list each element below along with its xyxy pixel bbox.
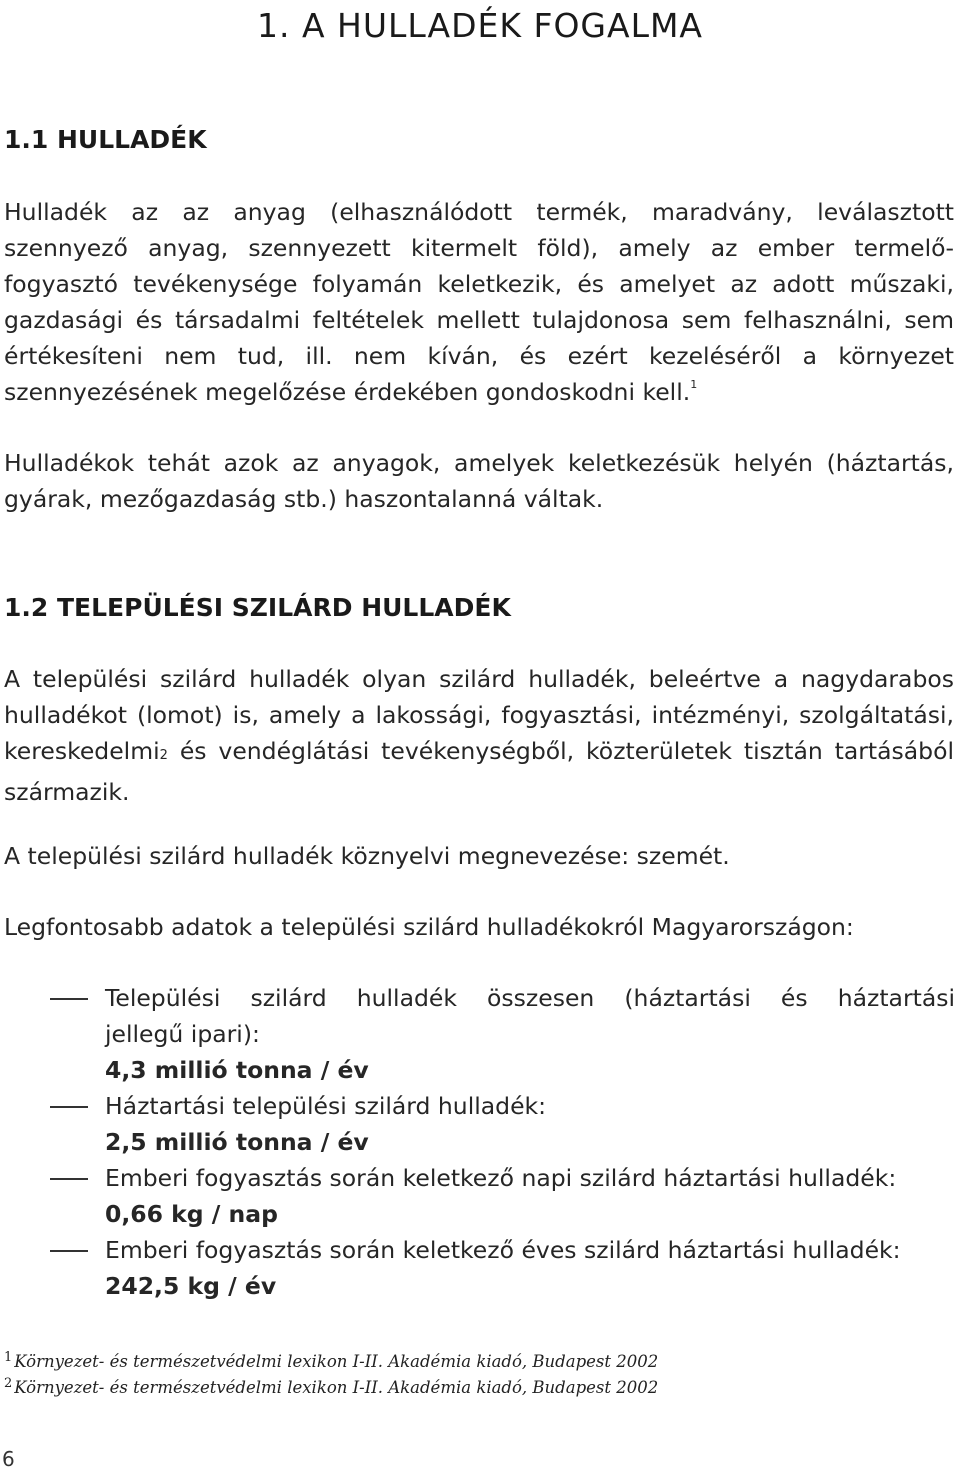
page-title: 1. A HULLADÉK FOGALMA — [256, 6, 704, 45]
section-heading-1-1: 1.1 HULLADÉK — [4, 125, 207, 154]
list-item-text: Emberi fogyasztás során keletkező napi szilárd háztartási hulladék: — [105, 1164, 897, 1192]
dash-bullet — [50, 998, 88, 1000]
list-item-text: Háztartási települési szilárd hulladék: — [105, 1092, 547, 1120]
section-heading-1-2: 1.2 TELEPÜLÉSI SZILÁRD HULLADÉK — [4, 593, 511, 622]
list-item-text: Emberi fogyasztás során keletkező éves szilárd háztartási hulladék: — [105, 1236, 901, 1264]
section-1-2-paragraph-2: A települési szilárd hulladék köznyelvi megnevezése: szemét. — [4, 842, 730, 870]
list-item — [50, 980, 955, 1088]
footnote-1 — [4, 1346, 658, 1374]
footnote-ref-1: 1 — [690, 378, 698, 391]
section-1-2-paragraph-3: Legfontosabb adatok a települési szilárd hulladékokról Magyarországon: — [4, 913, 854, 941]
list-item-value: 242,5 kg / év — [105, 1272, 277, 1300]
list-item — [50, 1160, 955, 1232]
section-1-1-paragraph-2: Hulladékok tehát azok az anyagok, amelyek keletkezésük helyén (háztartás, gyárak, mezőgazdaság stb.) haszontalanná váltak. — [4, 449, 954, 513]
footnote-number: 2 — [4, 1376, 13, 1391]
footnote-number: 1 — [4, 1350, 13, 1365]
paragraph-text: Hulladék az az anyag (elhasználódott termék, maradvány, leválasztott szennyező anyag, szennyezett kitermelt föld), amely az ember termelő-fogyasztó tevékenysége folyamán keletkezik, és amelyet az adott műszaki, gazdasági és társadalmi feltételek mellett tulajdonosa sem felhasználni, sem értékesíteni nem tud, ill. nem kíván, és ezért kezeléséről a környezet szennyezésének megelőzése érdekében gondoskodni kell. — [4, 198, 954, 406]
list-item-value: 2,5 millió tonna / év — [105, 1128, 369, 1156]
data-list — [50, 980, 955, 1304]
list-item-text-continued: jellegű ipari): — [105, 1020, 260, 1048]
dash-bullet — [50, 1250, 88, 1252]
paragraph-text-b: és vendéglátási tevékenységből, közterületek tisztán tartásából származik. — [4, 737, 954, 806]
list-item — [50, 1088, 955, 1160]
dash-bullet — [50, 1106, 88, 1108]
footnote-ref-2: 2 — [159, 748, 168, 763]
dash-bullet — [50, 1178, 88, 1180]
footnote-2 — [4, 1372, 658, 1400]
page-number: 6 — [2, 1447, 15, 1471]
list-item — [50, 1232, 955, 1304]
list-item-text: Települési szilárd hulladék összesen (háztartási és háztartási — [105, 984, 955, 1012]
section-1-2-paragraph-1 — [4, 661, 954, 810]
list-item-value: 4,3 millió tonna / év — [105, 1056, 369, 1084]
paragraph-text-a: A települési szilárd hulladék olyan szilárd hulladék, beleértve a nagydarabos hulladékot (lomot) is, amely a lakossági, fogyasztási, intézményi, szolgáltatási, kereskedelmi — [4, 665, 954, 765]
footnote-text: Környezet- és természetvédelmi lexikon I-II. Akadémia kiadó, Budapest 2002 — [14, 1378, 659, 1397]
footnote-text: Környezet- és természetvédelmi lexikon I-II. Akadémia kiadó, Budapest 2002 — [14, 1352, 659, 1371]
list-item-value: 0,66 kg / nap — [105, 1200, 278, 1228]
section-1-1-paragraph-1 — [4, 194, 954, 410]
